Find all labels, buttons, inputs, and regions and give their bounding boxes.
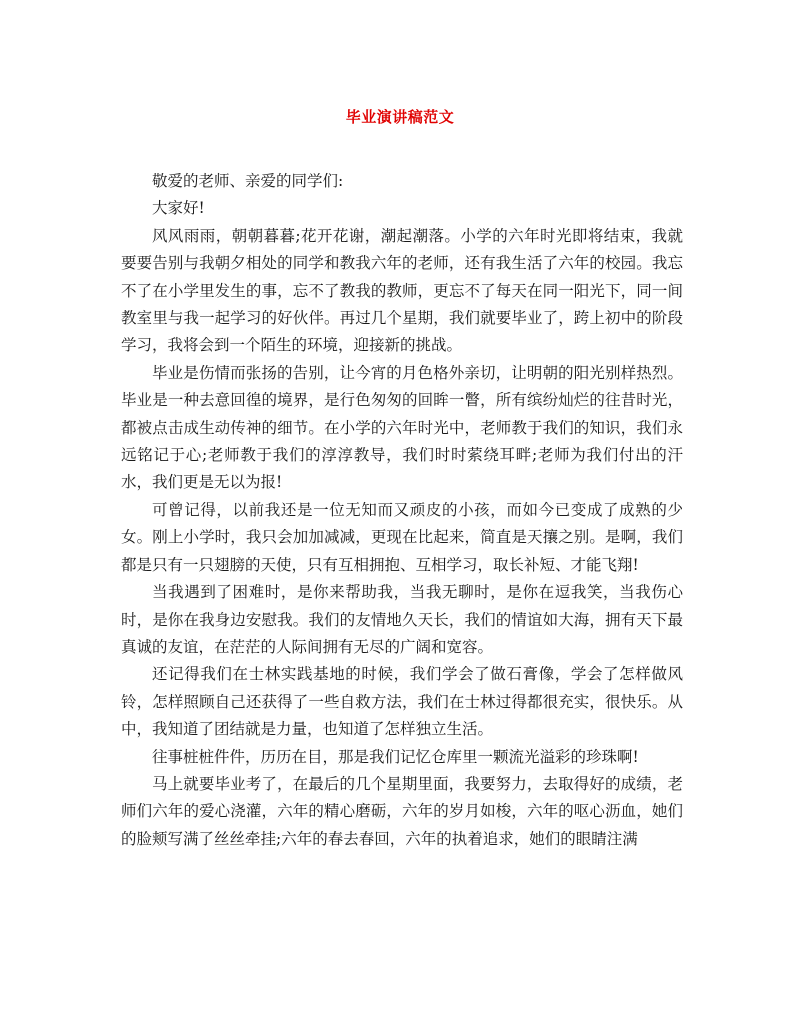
- body-paragraph: 风风雨雨，朝朝暮暮;花开花谢，潮起潮落。小学的六年时光即将结束，我就要要告别与我朝夕相处的同学和教我六年的老师，还有我生活了六年的校园。我忘不了在小学里发生的事，忘不了教我的教师，更忘不了每天在同一阳光下，同一间教室里与我一起学习的好伙伴。再过几个星期，我们就要毕业了，跨上初中的阶段学习，我将会到一个陌生的环境，迎接新的挑战。: [121, 226, 683, 355]
- document-title: 毕业演讲稿范文: [345, 108, 455, 126]
- document-body: [121, 168, 683, 853]
- body-paragraph: 还记得我们在士林实践基地的时候，我们学会了做石膏像，学会了怎样做风铃，怎样照顾自己还获得了一些自救方法，我们在士林过得都很充实，很快乐。从中，我知道了团结就是力量，也知道了怎样独立生活。: [121, 665, 683, 739]
- greeting: 大家好!: [152, 199, 205, 218]
- body-paragraph: 当我遇到了困难时，是你来帮助我，当我无聊时，是你在逗我笑，当我伤心时，是你在我身边安慰我。我们的友情地久天长，我们的情谊如大海，拥有天下最真诚的友谊，在茫茫的人际间拥有无尽的广阔和宽容。: [121, 583, 683, 656]
- body-paragraph: 往事桩桩件件，历历在目，那是我们记忆仓库里一颗流光溢彩的珍珠啊!: [152, 747, 639, 766]
- body-paragraph: 马上就要毕业考了，在最后的几个星期里面，我要努力，去取得好的成绩，老师们六年的爱心浇灌，六年的精心磨砺，六年的岁月如梭，六年的呕心沥血，她们的脸颊写满了丝丝牵挂;六年的春去春回，六年的执着追求，她们的眼睛注满: [121, 774, 683, 848]
- salutation: 敬爱的老师、亲爱的同学们:: [152, 172, 344, 190]
- body-paragraph: 毕业是伤情而张扬的告别，让今宵的月色格外亲切，让明朝的阳光别样热烈。毕业是一种去意回徨的境界，是行色匆匆的回眸一瞥，所有缤纷灿烂的往昔时光，都被点击成生动传神的细节。在小学的六年时光中，老师教于我们的知识，我们永远铭记于心;老师教于我们的淳淳教导，我们时时萦绕耳畔;老师为我们付出的汗水，我们更是无以为报!: [121, 363, 683, 492]
- body-paragraph: 可曾记得，以前我还是一位无知而又顽皮的小孩，而如今已变成了成熟的少女。刚上小学时，我只会加加减减，更现在比起来，简直是天攘之别。是啊，我们都是只有一只翅膀的天使，只有互相拥抱、互相学习，取长补短、才能飞翔!: [121, 500, 683, 574]
